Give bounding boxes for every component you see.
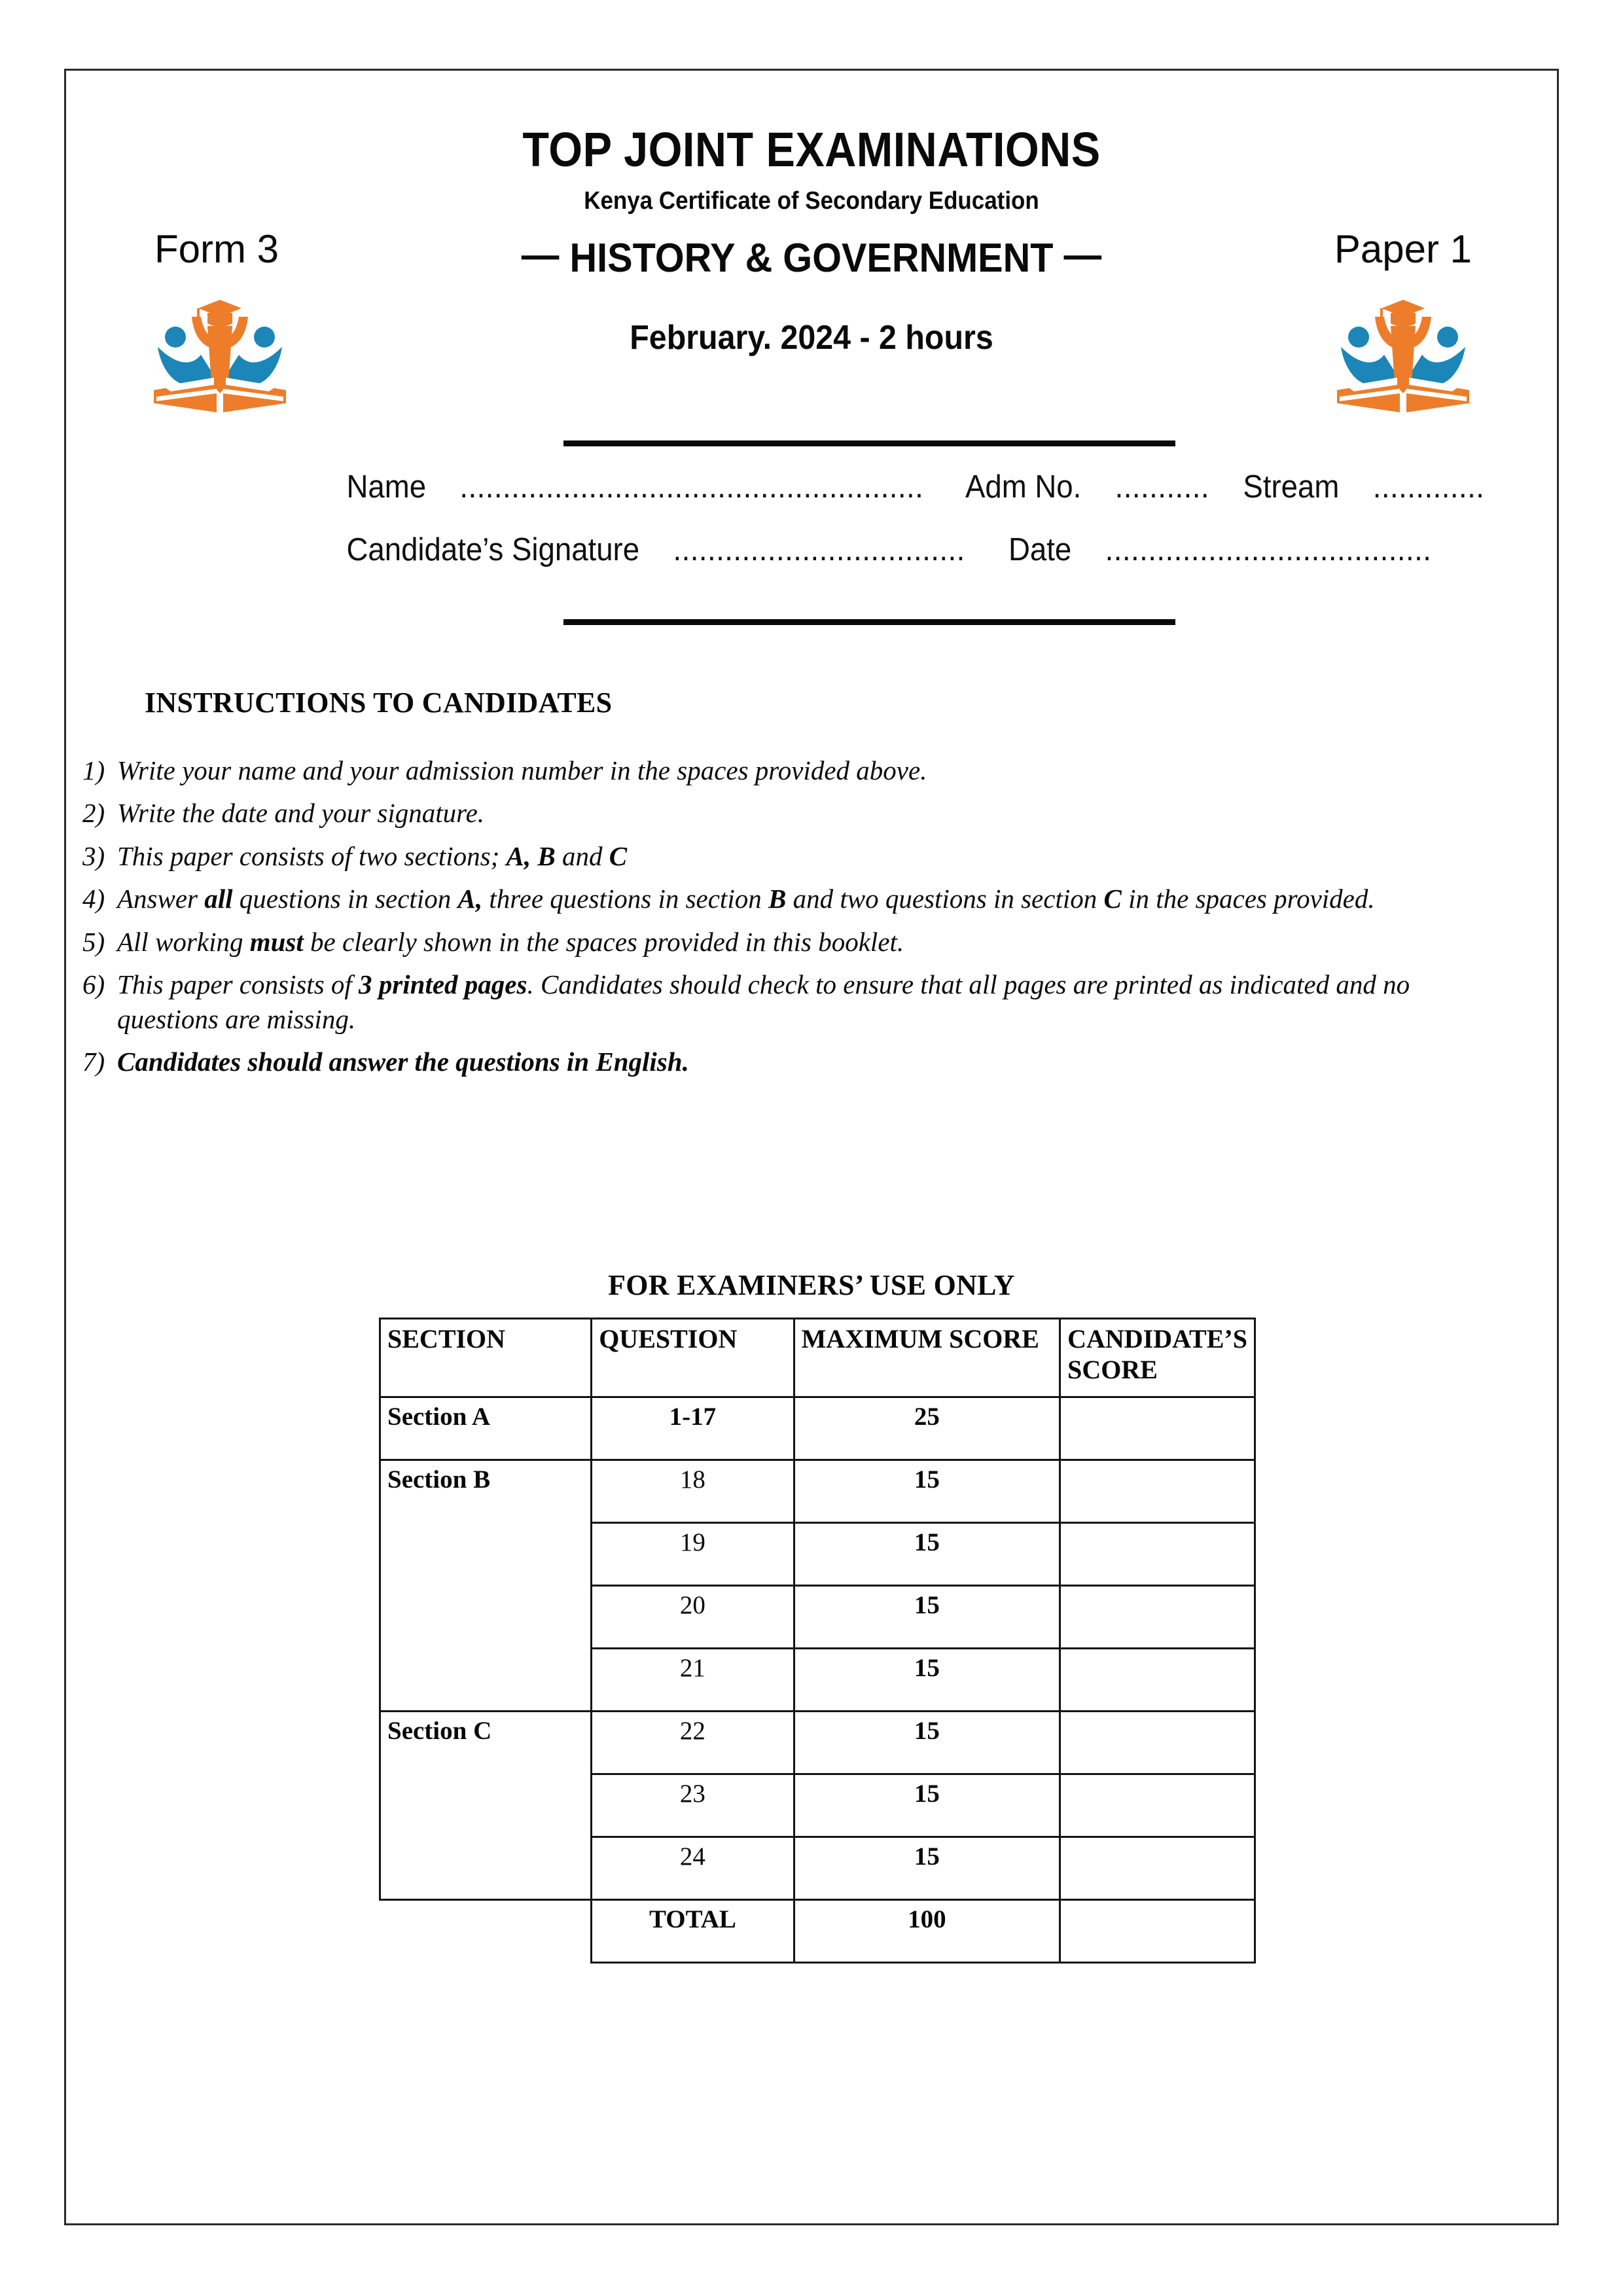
subject-title: HISTORY & GOVERNMENT	[569, 235, 1054, 281]
signature-label: Candidate’s Signature	[346, 532, 640, 567]
paper-header	[66, 71, 1557, 503]
candidate-score-cell[interactable]	[1060, 1712, 1255, 1774]
question-cell: 22	[592, 1712, 794, 1774]
instruction-number: 4)	[82, 884, 105, 914]
candidate-score-cell[interactable]	[1060, 1586, 1255, 1649]
instructions-section	[66, 686, 1557, 1088]
signature-field-row	[118, 531, 1505, 568]
maximum-score-cell: 25	[794, 1397, 1060, 1460]
candidate-score-cell[interactable]	[1060, 1397, 1255, 1460]
candidate-score-cell[interactable]	[1060, 1900, 1255, 1963]
question-cell: 18	[592, 1460, 794, 1523]
instruction-number: 7)	[82, 1047, 105, 1077]
section-cell: Section A	[380, 1397, 592, 1460]
question-cell: 1-17	[592, 1397, 794, 1460]
maximum-score-cell: 15	[794, 1837, 1060, 1900]
table-header-row	[380, 1319, 1255, 1397]
question-cell: 23	[592, 1774, 794, 1837]
subject-line	[118, 232, 1505, 281]
question-cell: 20	[592, 1586, 794, 1649]
section-cell: Section B	[380, 1460, 592, 1712]
candidate-score-cell[interactable]	[1060, 1460, 1255, 1523]
name-input-line[interactable]: ......................................................	[459, 469, 924, 505]
instruction-text: This paper consists of two sections; A, B and C	[117, 840, 628, 871]
question-cell: TOTAL	[592, 1900, 794, 1963]
dash-left-icon: —	[521, 232, 560, 278]
dash-right-icon: —	[1063, 232, 1102, 278]
instruction-item	[66, 925, 1557, 959]
table-row	[380, 1900, 1255, 1963]
name-label: Name	[346, 469, 427, 505]
instruction-number: 2)	[82, 798, 105, 829]
instruction-item	[66, 967, 1557, 1036]
maximum-score-cell: 100	[794, 1900, 1060, 1963]
exam-subtitle: Kenya Certificate of Secondary Education	[584, 187, 1039, 215]
examiners-score-table	[379, 1318, 1256, 1964]
table-row	[380, 1460, 1255, 1523]
question-cell: 19	[592, 1523, 794, 1586]
header-candidate-score: CANDIDATE’S SCORE	[1060, 1319, 1255, 1397]
form-label: Form 3	[154, 227, 279, 271]
instruction-text: Answer all questions in section A, three questions in section B and two questions in section C in the spaces provided.	[117, 884, 1375, 914]
section-cell: Section C	[380, 1712, 592, 1900]
adm-no-input-line[interactable]: ...........	[1115, 469, 1210, 505]
candidate-score-cell[interactable]	[1060, 1837, 1255, 1900]
paper-label: Paper 1	[1334, 227, 1472, 271]
exam-paper-page	[64, 69, 1559, 2225]
instruction-item	[66, 882, 1557, 916]
instruction-number: 6)	[82, 969, 105, 1000]
maximum-score-cell: 15	[794, 1649, 1060, 1712]
instruction-text: All working must be clearly shown in the spaces provided in this booklet.	[117, 926, 904, 957]
signature-input-line[interactable]: ..................................	[673, 532, 965, 567]
instruction-text: Write the date and your signature.	[117, 798, 485, 829]
instruction-text: Write your name and your admission number in the spaces provided above.	[117, 755, 927, 785]
instruction-text: Candidates should answer the questions in English.	[117, 1047, 689, 1077]
divider-rule-top	[563, 440, 1175, 446]
maximum-score-cell: 15	[794, 1774, 1060, 1837]
question-cell: 21	[592, 1649, 794, 1712]
instruction-number: 3)	[82, 840, 105, 871]
instruction-number: 5)	[82, 926, 105, 957]
date-label: Date	[1008, 532, 1072, 567]
header-question: QUESTION	[592, 1319, 794, 1397]
section-cell-empty	[380, 1900, 592, 1963]
divider-rule-bottom	[563, 619, 1175, 625]
date-input-line[interactable]: ......................................	[1105, 532, 1432, 567]
header-section: SECTION	[380, 1319, 592, 1397]
instruction-number: 1)	[82, 755, 105, 785]
table-row	[380, 1712, 1255, 1774]
candidate-score-cell[interactable]	[1060, 1649, 1255, 1712]
candidate-score-cell[interactable]	[1060, 1523, 1255, 1586]
adm-no-label: Adm No.	[965, 469, 1082, 505]
graduate-book-logo-right	[1334, 287, 1472, 418]
instructions-heading: INSTRUCTIONS TO CANDIDATES	[145, 687, 613, 719]
instruction-item	[66, 753, 1557, 787]
examiners-use-title: FOR EXAMINERS’ USE ONLY	[608, 1269, 1015, 1301]
header-maximum-score: MAXIMUM SCORE	[794, 1319, 1060, 1397]
date-duration: February. 2024 - 2 hours	[630, 319, 993, 357]
exam-title: TOP JOINT EXAMINATIONS	[522, 122, 1101, 177]
table-row	[380, 1397, 1255, 1460]
candidate-score-cell[interactable]	[1060, 1774, 1255, 1837]
instruction-item	[66, 839, 1557, 873]
instruction-item	[66, 796, 1557, 830]
instruction-item	[66, 1045, 1557, 1079]
maximum-score-cell: 15	[794, 1712, 1060, 1774]
instruction-text: This paper consists of 3 printed pages. Candidates should check to ensure that all pages are printed as indicated and no questions are missing.	[117, 969, 1410, 1034]
graduate-book-logo-left	[151, 287, 289, 418]
stream-input-line[interactable]: .............	[1372, 469, 1485, 505]
question-cell: 24	[592, 1837, 794, 1900]
name-field-row	[118, 469, 1505, 505]
maximum-score-cell: 15	[794, 1586, 1060, 1649]
instructions-list	[66, 753, 1557, 1079]
maximum-score-cell: 15	[794, 1523, 1060, 1586]
candidate-details-fields	[118, 469, 1505, 594]
stream-label: Stream	[1243, 469, 1340, 505]
maximum-score-cell: 15	[794, 1460, 1060, 1523]
